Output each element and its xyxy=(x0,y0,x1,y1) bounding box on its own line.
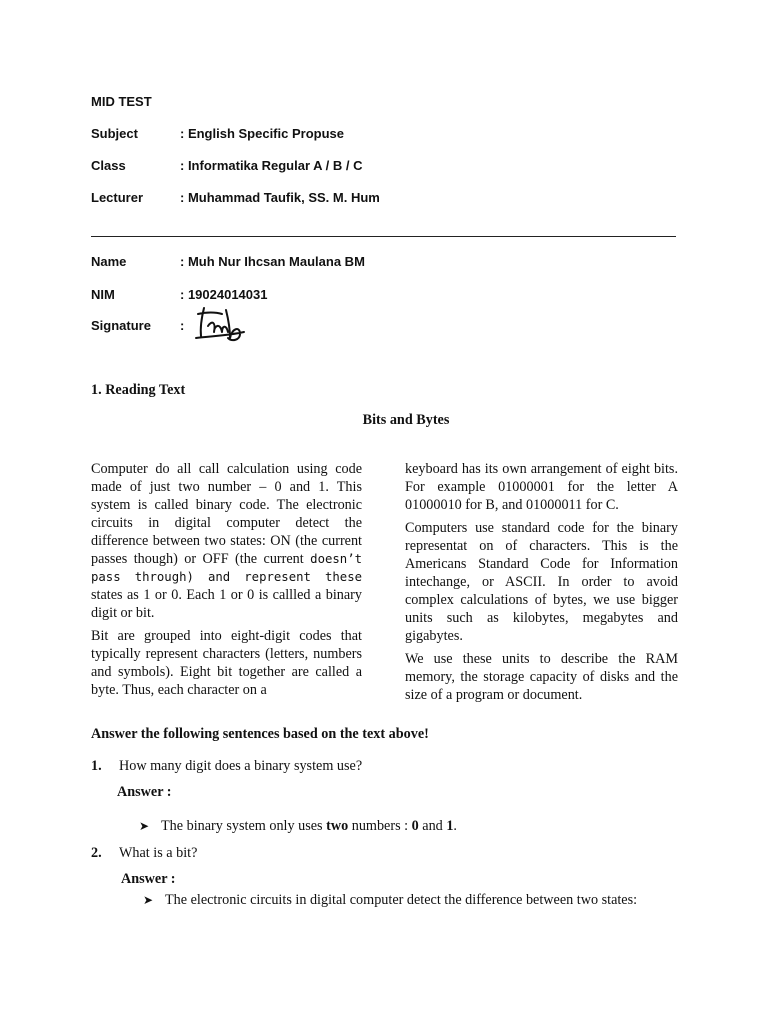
answer-text: . xyxy=(453,818,457,834)
name-value: : Muh Nur Ihcsan Maulana BM xyxy=(180,254,365,269)
answer-text: numbers : xyxy=(348,818,412,834)
question-number: 2. xyxy=(91,845,102,861)
question-number: 1. xyxy=(91,758,102,774)
instruction-text: Answer the following sentences based on the text above! xyxy=(91,726,429,742)
answer-text: and xyxy=(418,818,447,834)
question-text: How many digit does a binary system use? xyxy=(119,758,363,774)
arrowhead-bullet-icon: ➤ xyxy=(143,893,154,907)
arrowhead-bullet-icon: ➤ xyxy=(139,819,150,833)
reading-paragraph: keyboard has its own arrangement of eight bits. For example 01000001 for the letter A 01000010 for B, and 01000011 for C. xyxy=(405,461,678,513)
signature-colon: : xyxy=(180,318,185,333)
reading-text: states as 1 or 0. Each 1 or 0 is callled a binary digit or bit. xyxy=(91,587,362,621)
answer-bullet xyxy=(143,891,637,909)
subject-value: : English Specific Propuse xyxy=(180,126,344,141)
subject-label: Subject xyxy=(91,126,138,141)
test-title: MID TEST xyxy=(91,94,152,109)
reading-paragraph: Computers use standard code for the binary representat on of characters. This is the Americans Standard Code for Information intechange, or ASCII. In order to avoid complex calculations of bytes, we use bigger units such as kilobytes, megabytes and gigabytes. xyxy=(405,520,678,644)
nim-label: NIM xyxy=(91,287,115,302)
answer-emphasis: two xyxy=(326,818,349,834)
lecturer-label: Lecturer xyxy=(91,190,144,205)
reading-paragraph xyxy=(91,460,362,622)
answer-label: Answer : xyxy=(117,784,172,800)
reading-left-column xyxy=(91,460,362,704)
answer-label: Answer : xyxy=(121,871,176,887)
class-value: : Informatika Regular A / B / C xyxy=(180,158,363,173)
signature-image xyxy=(192,302,252,346)
answer-text: The electronic circuits in digital computer detect the difference between two states: xyxy=(165,892,638,908)
reading-text-mono: doesn’t pass through) and represent these xyxy=(91,552,362,584)
class-label: Class xyxy=(91,158,126,173)
reading-right-column xyxy=(405,460,678,709)
question-text: What is a bit? xyxy=(119,845,198,861)
divider-line xyxy=(91,236,676,237)
section-heading: 1. Reading Text xyxy=(91,382,186,398)
lecturer-value: : Muhammad Taufik, SS. M. Hum xyxy=(180,190,380,205)
answer-emphasis: 0 xyxy=(411,818,419,834)
signature-label: Signature xyxy=(91,318,151,333)
name-label: Name xyxy=(91,254,127,269)
reading-paragraph: We use these units to describe the RAM memory, the storage capacity of disks and the size of a program or document. xyxy=(405,651,678,703)
nim-value: : 19024014031 xyxy=(180,287,268,302)
answer-bullet xyxy=(139,817,457,835)
answer-emphasis: 1 xyxy=(446,818,454,834)
answer-text: The binary system only uses xyxy=(161,818,327,834)
reading-text: Computer do all call calculation using code made of just two number – 0 and 1. This system is called binary code. The electronic circuits in digital computer detect the difference between two states: ON (the current passes though) or OFF (the current xyxy=(91,461,362,567)
reading-paragraph: Bit are grouped into eight-digit codes that typically represent characters (letters, numbers and symbols). Eight bit together are called a byte. Thus, each character on a xyxy=(91,628,362,698)
reading-title: Bits and Bytes xyxy=(362,412,450,428)
